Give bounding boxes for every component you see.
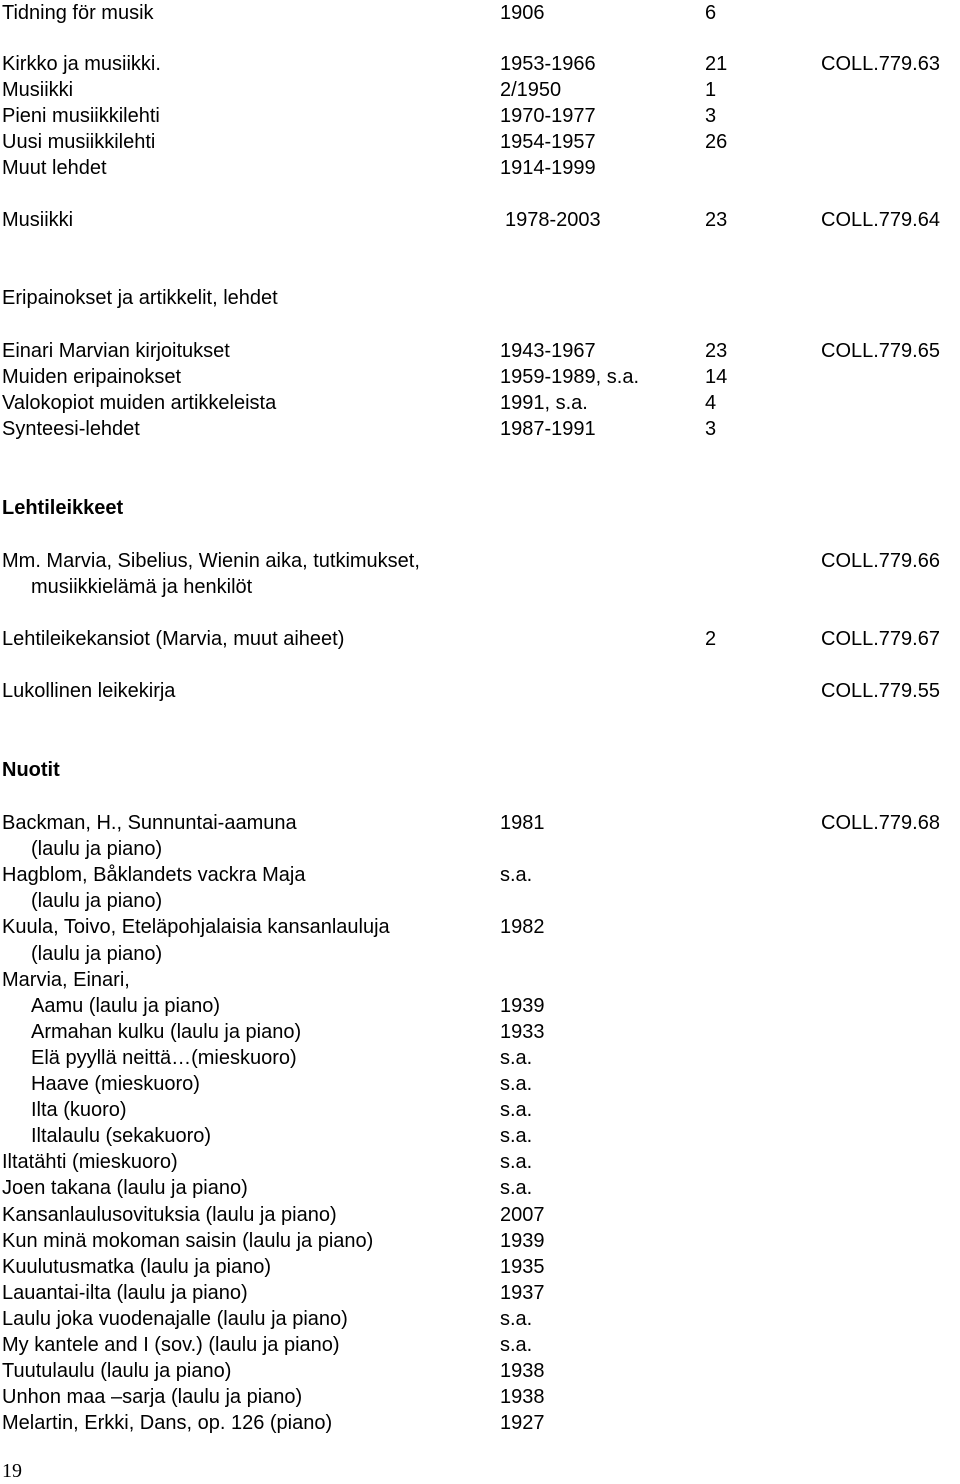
score-year: 1937 — [500, 1282, 545, 1304]
row-title: Kirkko ja musiikki. — [2, 53, 161, 75]
score-year: s.a. — [500, 1125, 533, 1147]
score-title: Iltalaulu (sekakuoro) — [31, 1125, 212, 1147]
score-year: 1982 — [500, 916, 545, 938]
score-year: s.a. — [500, 1334, 533, 1356]
row-title: Muut lehdet — [2, 157, 107, 179]
row-title: Synteesi-lehdet — [2, 418, 140, 440]
page-number: 19 — [2, 1460, 22, 1482]
score-year: s.a. — [500, 1177, 533, 1199]
row-count: 14 — [705, 366, 728, 388]
row-count: 23 — [705, 340, 728, 362]
score-title: Backman, H., Sunnuntai-aamuna — [2, 812, 297, 834]
score-year: s.a. — [500, 1073, 533, 1095]
row-title: Musiikki — [2, 209, 74, 231]
score-title: Unhon maa –sarja (laulu ja piano) — [2, 1386, 303, 1408]
clipping-mm-line1: Mm. Marvia, Sibelius, Wienin aika, tutkimukset, — [2, 550, 420, 572]
score-title: Kuulutusmatka (laulu ja piano) — [2, 1256, 272, 1278]
score-title: Armahan kulku (laulu ja piano) — [31, 1021, 302, 1043]
row-count: 1 — [705, 79, 717, 101]
clipping-mm-collection: COLL.779.66 — [821, 550, 940, 572]
score-year: 1935 — [500, 1256, 545, 1278]
row-title: Muiden eripainokset — [2, 366, 181, 388]
score-title: Laulu joka vuodenajalle (laulu ja piano) — [2, 1308, 348, 1330]
score-year: s.a. — [500, 1151, 533, 1173]
row-years: 1970-1977 — [500, 105, 596, 127]
row-years: 2/1950 — [500, 79, 562, 101]
row-years: 1954-1957 — [500, 131, 596, 153]
row-years: 1978-2003 — [505, 209, 601, 231]
clipping-folders-collection: COLL.779.67 — [821, 628, 940, 650]
clipping-mm-line2: musiikkielämä ja henkilöt — [31, 576, 253, 598]
score-title: Lauantai-ilta (laulu ja piano) — [2, 1282, 248, 1304]
row-count: 6 — [705, 2, 717, 24]
score-year: s.a. — [500, 1047, 533, 1069]
row-title: Uusi musiikkilehti — [2, 131, 156, 153]
score-title: Aamu (laulu ja piano) — [31, 995, 220, 1017]
clipping-scrapbook-collection: COLL.779.55 — [821, 680, 940, 702]
score-year: s.a. — [500, 1308, 533, 1330]
section-heading-eripainokset: Eripainokset ja artikkelit, lehdet — [2, 287, 278, 309]
row-count: 26 — [705, 131, 728, 153]
score-title: Kun minä mokoman saisin (laulu ja piano) — [2, 1230, 374, 1252]
score-title: Joen takana (laulu ja piano) — [2, 1177, 248, 1199]
score-year: s.a. — [500, 1099, 533, 1121]
score-title: Marvia, Einari, — [2, 969, 130, 991]
row-title: Valokopiot muiden artikkeleista — [2, 392, 277, 414]
score-year: 1933 — [500, 1021, 545, 1043]
score-year: s.a. — [500, 864, 533, 886]
score-year: 1927 — [500, 1412, 545, 1434]
score-title: (laulu ja piano) — [31, 838, 163, 860]
score-title: Elä pyyllä neittä…(mieskuoro) — [31, 1047, 297, 1069]
clipping-folders-count: 2 — [705, 628, 717, 650]
section-heading-lehtileikkeet: Lehtileikkeet — [2, 497, 124, 519]
clipping-scrapbook: Lukollinen leikekirja — [2, 680, 176, 702]
row-title: Tidning för musik — [2, 2, 154, 24]
row-years: 1943-1967 — [500, 340, 596, 362]
score-title: Haave (mieskuoro) — [31, 1073, 200, 1095]
row-years: 1914-1999 — [500, 157, 596, 179]
score-year: 1981 — [500, 812, 545, 834]
row-count: 23 — [705, 209, 728, 231]
score-title: Iltatähti (mieskuoro) — [2, 1151, 178, 1173]
row-years: 1906 — [500, 2, 545, 24]
row-collection: COLL.779.63 — [821, 53, 940, 75]
score-year: 1938 — [500, 1386, 545, 1408]
row-years: 1959-1989, s.a. — [500, 366, 639, 388]
score-year: 2007 — [500, 1204, 545, 1226]
score-year: 1939 — [500, 1230, 545, 1252]
score-title: (laulu ja piano) — [31, 943, 163, 965]
row-title: Pieni musiikkilehti — [2, 105, 160, 127]
row-years: 1987-1991 — [500, 418, 596, 440]
score-title: Ilta (kuoro) — [31, 1099, 127, 1121]
score-title: Kansanlaulusovituksia (laulu ja piano) — [2, 1204, 337, 1226]
score-title: My kantele and I (sov.) (laulu ja piano) — [2, 1334, 340, 1356]
row-count: 21 — [705, 53, 728, 75]
row-count: 4 — [705, 392, 717, 414]
row-collection: COLL.779.64 — [821, 209, 940, 231]
row-count: 3 — [705, 418, 717, 440]
row-count: 3 — [705, 105, 717, 127]
section-heading-nuotit: Nuotit — [2, 759, 60, 781]
row-title: Musiikki — [2, 79, 74, 101]
clipping-folders: Lehtileikekansiot (Marvia, muut aiheet) — [2, 628, 345, 650]
score-title: Tuutulaulu (laulu ja piano) — [2, 1360, 232, 1382]
score-year: 1939 — [500, 995, 545, 1017]
score-title: Melartin, Erkki, Dans, op. 126 (piano) — [2, 1412, 333, 1434]
row-title: Einari Marvian kirjoitukset — [2, 340, 230, 362]
row-years: 1991, s.a. — [500, 392, 588, 414]
score-year: 1938 — [500, 1360, 545, 1382]
score-title: Kuula, Toivo, Eteläpohjalaisia kansanlauluja — [2, 916, 390, 938]
row-years: 1953-1966 — [500, 53, 596, 75]
row-collection: COLL.779.65 — [821, 340, 940, 362]
score-title: Hagblom, Båklandets vackra Maja — [2, 864, 306, 886]
score-collection: COLL.779.68 — [821, 812, 940, 834]
score-title: (laulu ja piano) — [31, 890, 163, 912]
